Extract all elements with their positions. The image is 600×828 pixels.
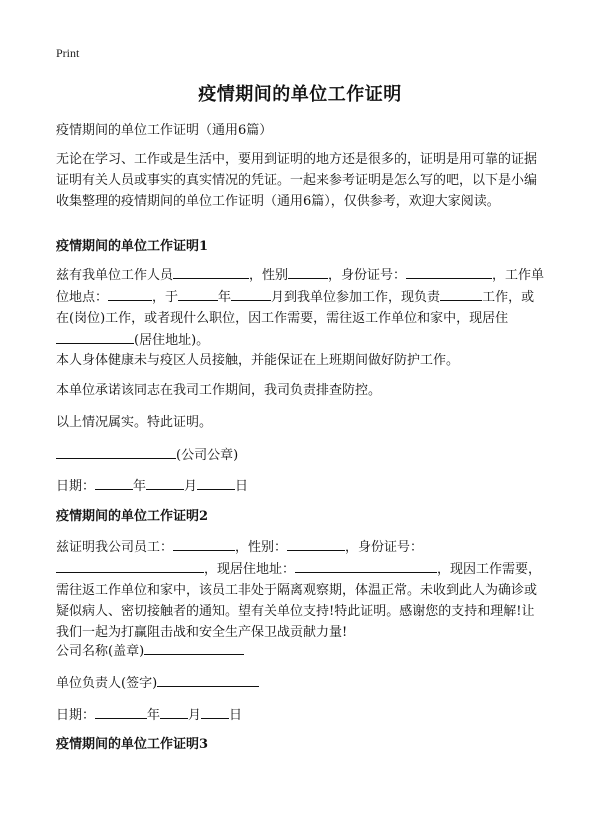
- blank-month: [231, 286, 271, 301]
- date-month-label: 月: [188, 708, 202, 723]
- blank-employee-id: [56, 558, 204, 573]
- intro-paragraph: 无论在学习、工作或是生活中，要用到证明的地方还是很多的，证明是用可靠的证据证明有关人员或事实的真实情况的凭证。一起来参考证明是怎么写的吧，以下是小编收集整理的疫情期间的单位工作证明（通用6篇），仅供参考，欢迎大家阅读。: [56, 152, 538, 209]
- text-fragment: 工作，或在(岗位)工作，或者现什么职位，因工作需要，需往返工作单位和家中，现居住: [56, 290, 535, 326]
- blank-company-seal: [56, 444, 176, 459]
- blank-company-name: [144, 640, 244, 655]
- blank-date-year: [95, 475, 133, 490]
- text-fragment: ，现居住地址：: [204, 562, 296, 577]
- intro-subtitle: 疫情期间的单位工作证明（通用6篇）: [56, 123, 273, 138]
- blank-name: [173, 264, 249, 279]
- date-year-label: 年: [147, 708, 161, 723]
- blank-date-day: [197, 475, 235, 490]
- date-label: 日期：: [56, 708, 96, 723]
- blank-date-year: [95, 704, 147, 719]
- section1-seal-line: [56, 444, 546, 466]
- date-year-label: 年: [133, 479, 147, 494]
- seal-label: (公司公章): [176, 448, 239, 463]
- text-fragment: 兹有我单位工作人员: [56, 268, 174, 283]
- blank-employee-gender: [287, 536, 345, 551]
- section-heading-2: 疫情期间的单位工作证明2: [56, 509, 209, 524]
- section1-paragraph-4: 以上情况属实。特此证明。: [56, 415, 213, 430]
- page-title: 疫情期间的单位工作证明: [198, 84, 402, 105]
- blank-date-day: [201, 704, 229, 719]
- section1-paragraph-3: 本单位承诺该同志在我司工作期间，我司负责排查防控。: [56, 383, 382, 398]
- date-month-label: 月: [184, 479, 198, 494]
- blank-employee-name: [173, 536, 235, 551]
- text-fragment: ，性别: [249, 268, 289, 283]
- leader-label: 单位负责人(签字): [56, 676, 158, 691]
- blank-address: [56, 329, 134, 344]
- section1-paragraph-2: 本人身体健康未与疫区人员接触，并能保证在上班期间做好防护工作。: [56, 353, 460, 368]
- section2-leader-line: [56, 672, 546, 694]
- text-fragment: 兹证明我公司员工：: [56, 540, 174, 555]
- blank-year: [178, 286, 218, 301]
- blank-date-month: [146, 475, 184, 490]
- blank-gender: [288, 264, 328, 279]
- blank-leader-signature: [157, 672, 259, 687]
- text-fragment: ，工作单位地点：: [56, 268, 545, 305]
- print-link[interactable]: Print: [56, 46, 80, 60]
- text-fragment: ，于: [152, 290, 179, 305]
- text-fragment: ，身份证号：: [328, 268, 407, 283]
- blank-date-month: [160, 704, 188, 719]
- date-day-label: 日: [235, 479, 249, 494]
- text-fragment: 月到我单位参加工作，现负责: [271, 290, 441, 305]
- text-fragment: ，身份证号：: [345, 540, 424, 555]
- section2-date-line: [56, 704, 546, 726]
- blank-work-location: [108, 286, 152, 301]
- section1-paragraph-1: [56, 264, 546, 351]
- text-fragment: 年: [218, 290, 232, 305]
- text-fragment: ，现因工作需要，需往返工作单位和家中，该员工非处于隔离观察期，体温正常。未收到此人为确诊或疑似病人、密切接触者的通知。望有关单位支持!特此证明。感谢您的支持和理解!让我们一起为打赢阻击战和安全生产保卫战贡献力量!: [56, 562, 542, 640]
- section-heading-1: 疫情期间的单位工作证明1: [56, 239, 209, 254]
- blank-id-number: [406, 264, 492, 279]
- date-label: 日期：: [56, 479, 96, 494]
- section2-company-line: [56, 640, 546, 662]
- text-fragment: (居住地址)。: [134, 333, 210, 348]
- section-heading-3: 疫情期间的单位工作证明3: [56, 737, 209, 752]
- section1-date-line: [56, 475, 546, 497]
- text-fragment: ，性别：: [235, 540, 288, 555]
- date-day-label: 日: [229, 708, 243, 723]
- section2-paragraph-1: [56, 536, 546, 643]
- blank-employee-address: [295, 558, 437, 573]
- blank-duty: [440, 286, 482, 301]
- company-label: 公司名称(盖章): [56, 644, 145, 659]
